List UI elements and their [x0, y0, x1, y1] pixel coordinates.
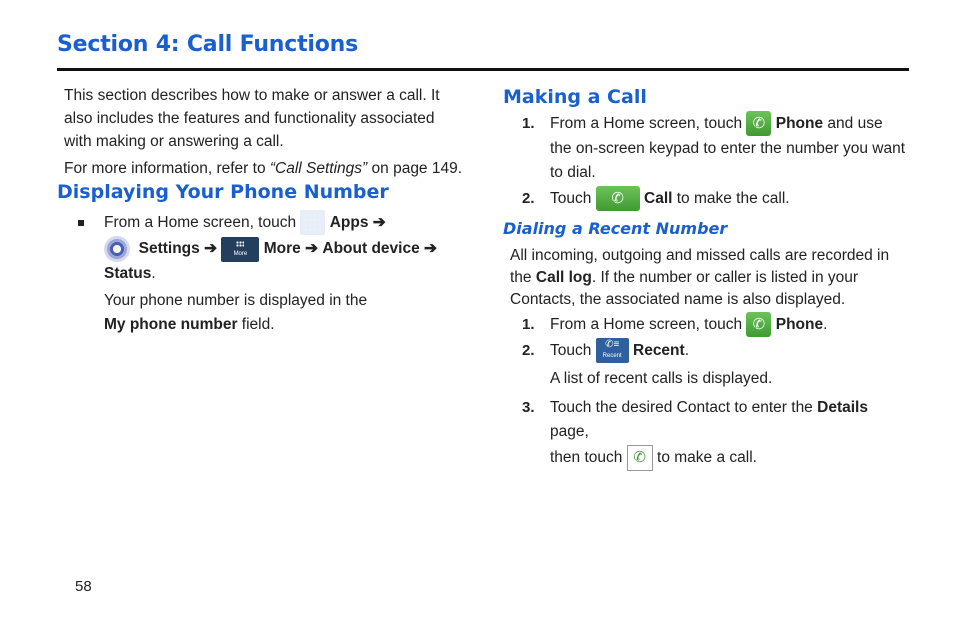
section-title: Section 4: Call Functions [57, 32, 359, 57]
making-heading: Making a Call [503, 86, 647, 108]
details-label: Details [817, 399, 868, 416]
left-column [64, 84, 464, 180]
dialing-step-1: From a Home screen, touch ✆ Phone. [550, 312, 910, 338]
my-phone-number-label: My phone number [104, 316, 238, 333]
apps-label: Apps [329, 214, 369, 231]
more-label: More [263, 240, 301, 258]
arrow-icon: ➔ [424, 240, 438, 258]
recent-icon: ✆≡ Recent [596, 338, 629, 363]
apps-icon [300, 210, 325, 235]
step-number: 1. [522, 115, 535, 132]
call-button-icon [596, 186, 640, 211]
recent-result: A list of recent calls is displayed. [550, 370, 773, 387]
displaying-heading: Displaying Your Phone Number [57, 181, 389, 203]
phone-icon [746, 312, 771, 337]
title-rule [57, 68, 909, 71]
step-number: 1. [522, 316, 535, 333]
reference-post: on page 149. [367, 160, 463, 177]
displaying-result: Your phone number is displayed in the My phone number field. [104, 292, 368, 333]
arrow-icon: ➔ [204, 240, 218, 258]
displaying-line-1: From a Home screen, touch Apps ➔ [104, 210, 464, 236]
dialing-heading: Dialing a Recent Number [503, 219, 728, 238]
reference-paragraph [64, 157, 464, 180]
reference-pre: For more information, refer to [64, 160, 270, 177]
dialing-step-3: Touch the desired Contact to enter the Details page, then touch ✆ to make a call. [550, 396, 910, 472]
displaying-line-3: Status. [104, 265, 156, 282]
phone-outline-icon [627, 445, 653, 471]
bullet-marker [78, 220, 84, 226]
call-log-label: Call log [535, 269, 592, 286]
about-device-label: About device [322, 240, 420, 258]
arrow-icon: ➔ [372, 214, 386, 231]
displaying-line-2 [104, 236, 464, 262]
phone-label: Phone [775, 115, 824, 132]
making-step-2: Touch ✆ Call to make the call. [550, 186, 910, 212]
intro-paragraph: This section describes how to make or answer a call. It also includes the features and functionality associated with making or answering a call. [64, 87, 440, 150]
settings-label: Settings [138, 240, 200, 258]
step-number: 2. [522, 190, 535, 207]
settings-icon [104, 236, 130, 262]
dialing-step-2: Touch ✆≡ Recent Recent. A list of recent calls is displayed. [550, 338, 910, 390]
reference-link[interactable]: “Call Settings” [269, 160, 368, 177]
page-number: 58 [75, 578, 92, 595]
step-number: 2. [522, 342, 535, 359]
recent-label: Recent [633, 342, 685, 359]
phone-label: Phone [775, 316, 824, 333]
making-step-1: From a Home screen, touch ✆ Phone and use the on-screen keypad to enter the number you want to dial. [550, 111, 910, 185]
step-number: 3. [522, 399, 535, 416]
status-label: Status [104, 265, 152, 282]
arrow-icon: ➔ [305, 240, 319, 258]
dialing-intro: All incoming, outgoing and missed calls are recorded in the Call log. If the number or caller is listed in your Contacts, the associated name is also displayed. [510, 247, 890, 308]
more-icon: More [221, 237, 259, 262]
phone-icon [746, 111, 771, 136]
displaying-steps [104, 210, 464, 337]
call-label: Call [644, 190, 673, 207]
